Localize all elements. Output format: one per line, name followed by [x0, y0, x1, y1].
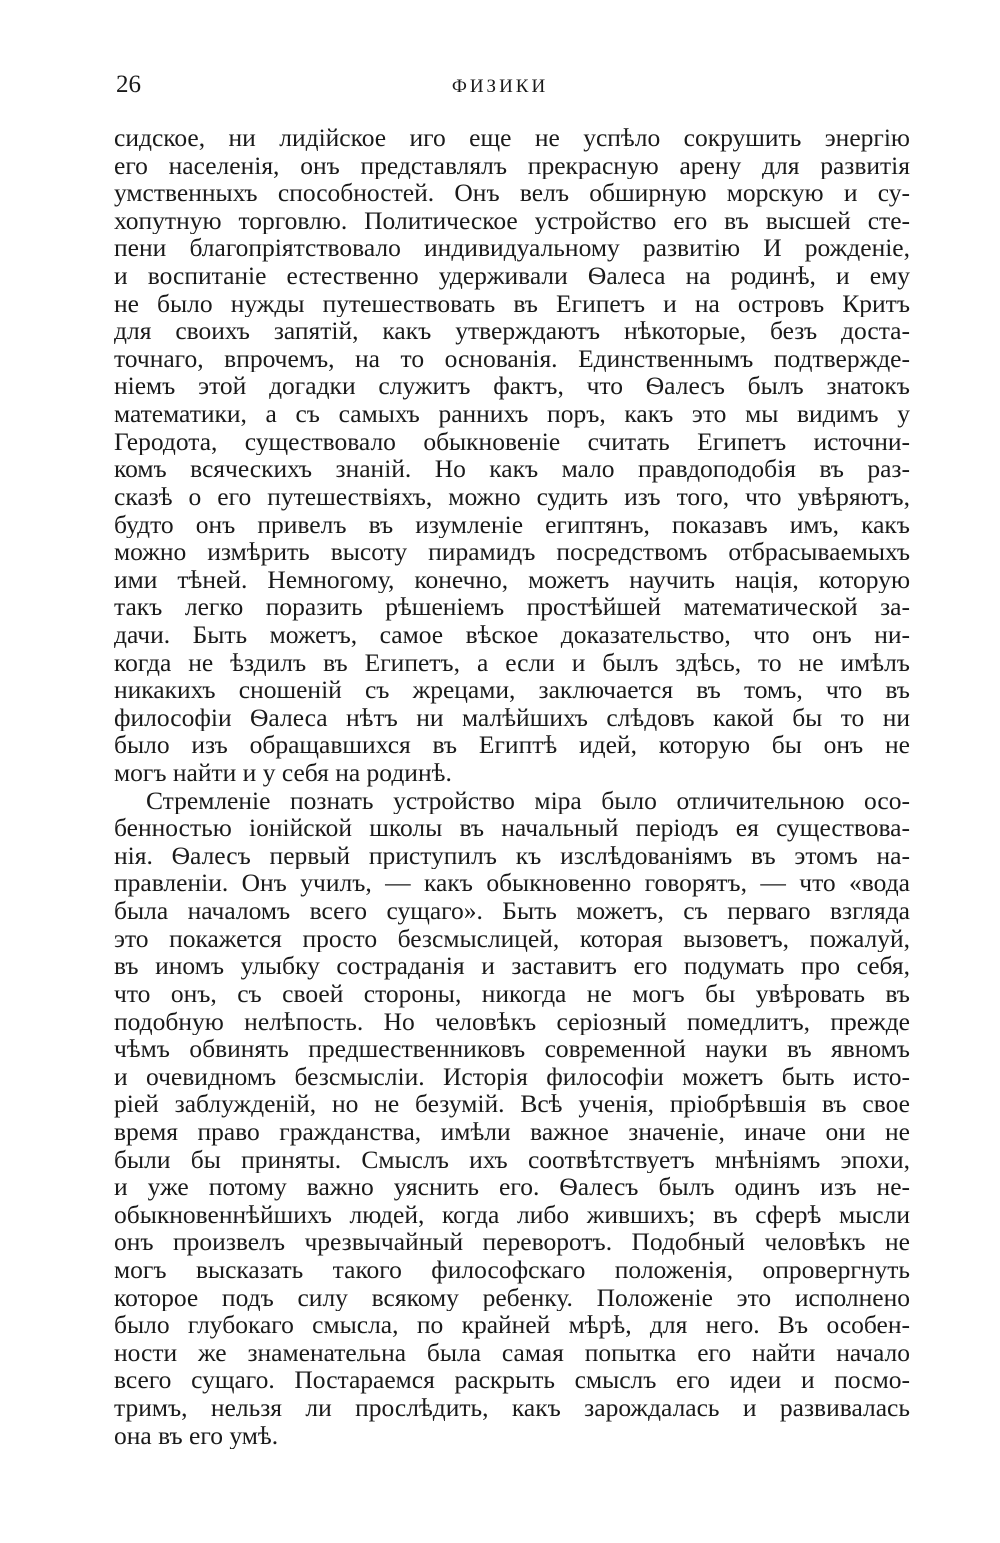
text-line: сказѣ о его путешествіяхъ, можно судить изъ того, что увѣряютъ, [114, 482, 910, 511]
text-line: было глубокаго смысла, по крайней мѣрѣ, для него. Въ особен- [114, 1311, 910, 1339]
page-number: 26 [116, 71, 141, 98]
text-line: было изъ обращавшихся въ Египтѣ идей, которую бы онъ не [114, 731, 910, 760]
text-line: онъ произвелъ чрезвычайный переворотъ. Подобный человѣкъ не [114, 1228, 910, 1256]
text-line: его населенія, онъ представлялъ прекрасную арену для развитія [114, 151, 910, 180]
text-line: тримъ, нельзя ли прослѣдить, какъ зарождалась и развивалась [114, 1394, 910, 1422]
text-line: это покажется просто безсмыслицей, которая вызоветъ, пожалуй, [114, 924, 910, 953]
text-line: точнаго, впрочемъ, на то основанія. Единственнымъ подтвержде- [114, 344, 910, 373]
running-title: ФИЗИКИ [451, 76, 549, 97]
text-line: умственныхъ способностей. Онъ велъ обширную морскую и су- [114, 179, 910, 207]
text-line: никакихъ сношеній съ жрецами, заключается въ томъ, что въ [114, 676, 910, 704]
text-line: такъ легко поразить рѣшеніемъ простѣйшей математической за- [114, 593, 910, 621]
text-line: когда не ѣздилъ въ Египетъ, а если и былъ здѣсь, то не имѣлъ [114, 648, 910, 677]
text-line: обыкновеннѣйшихъ людей, когда либо жившихъ; въ сферѣ мысли [114, 1200, 910, 1229]
text-line: была началомъ всего сущаго». Быть можетъ, съ перваго взгляда [114, 897, 910, 925]
text-line: ности же знаменательна была самая попытка его найти начало [114, 1338, 910, 1367]
text-line: могъ высказать такого философскаго положенія, опровергнуть [114, 1255, 910, 1284]
text-line: не было нужды путешествовать въ Египетъ и на островъ Критъ [114, 289, 910, 318]
text-line: будто онъ привелъ въ изумленіе египтянъ, показавъ имъ, какъ [114, 510, 910, 539]
text-line: пени благопріятствовало индивидуальному развитію И рожденіе, [114, 234, 910, 263]
text-line: что онъ, съ своей стороны, никогда не могъ бы увѣровать въ [114, 979, 910, 1008]
text-line: математики, а съ самыхъ раннихъ поръ, какъ это мы видимъ у [114, 400, 910, 428]
text-line: чѣмъ обвинять предшественниковъ современной науки въ явномъ [114, 1035, 910, 1063]
text-line: правленіи. Онъ училъ, — какъ обыкновенно говорятъ, — что «вода [114, 869, 910, 898]
text-line: ніемъ этой догадки служитъ фактъ, что Ѳалесъ былъ знатокъ [114, 372, 910, 401]
text-line: ріей заблужденій, но не безумій. Всѣ ученія, пріобрѣвшія въ свое [114, 1090, 910, 1118]
text-line: комъ всяческихъ знаній. Но какъ мало правдоподобія въ раз- [114, 455, 910, 483]
text-line: въ иномъ улыбку состраданія и заставитъ его подумать про себя, [114, 952, 910, 980]
text-line: были бы приняты. Смыслъ ихъ соотвѣтствуетъ мнѣніямъ эпохи, [114, 1145, 910, 1174]
text-line: и очевидномъ безсмысліи. Исторія философіи можетъ быть исто- [114, 1062, 910, 1091]
text-line: ими тѣней. Немногому, конечно, можетъ научить нація, которую [114, 565, 910, 594]
paragraph-end-line: могъ найти и у себя на родинѣ. [114, 759, 452, 787]
text-line: и воспитаніе естественно удерживали Ѳалеса на родинѣ, и ему [114, 262, 910, 290]
body-text [114, 124, 910, 1449]
text-line: можно измѣрить высоту пирамидъ посредствомъ отбрасываемыхъ [114, 538, 910, 566]
text-line: для своихъ запятій, какъ утверждаютъ нѣкоторые, безъ доста- [114, 317, 910, 345]
text-line: время право гражданства, имѣли важное значеніе, иначе они не [114, 1117, 910, 1146]
text-line: всего сущаго. Постараемся раскрыть смыслъ его идеи и посмо- [114, 1366, 910, 1395]
text-line: бенностью іонійской школы въ начальный періодъ ея существова- [114, 814, 910, 842]
text-line: сидское, ни лидійское иго еще не успѣло сокрушить энергію [114, 124, 910, 152]
text-line: и уже потому важно уяснить его. Ѳалесъ былъ одинъ изъ не- [114, 1173, 910, 1201]
text-line: хопутную торговлю. Политическое устройство его въ высшей сте- [114, 206, 910, 235]
paragraph-end-line: она въ его умѣ. [114, 1421, 279, 1450]
text-line: дачи. Быть можетъ, самое вѣское доказательство, что онъ ни- [114, 620, 910, 649]
text-line: философіи Ѳалеса нѣтъ ни малѣйшихъ слѣдовъ какой бы то ни [114, 703, 910, 732]
text-line: которое подъ силу всякому ребенку. Положеніе это исполнено [114, 1283, 910, 1312]
text-line: нія. Ѳалесъ первый приступилъ къ изслѣдованіямъ въ этомъ на- [114, 841, 910, 870]
text-line: подобную нелѣпость. Но человѣкъ серіозный помедлитъ, прежде [114, 1007, 910, 1036]
paragraph-start-line: Стремленіе познать устройство міра было отличительною осо- [146, 786, 910, 815]
text-line: Геродота, существовало обыкновеніе считать Египетъ источни- [114, 427, 910, 456]
